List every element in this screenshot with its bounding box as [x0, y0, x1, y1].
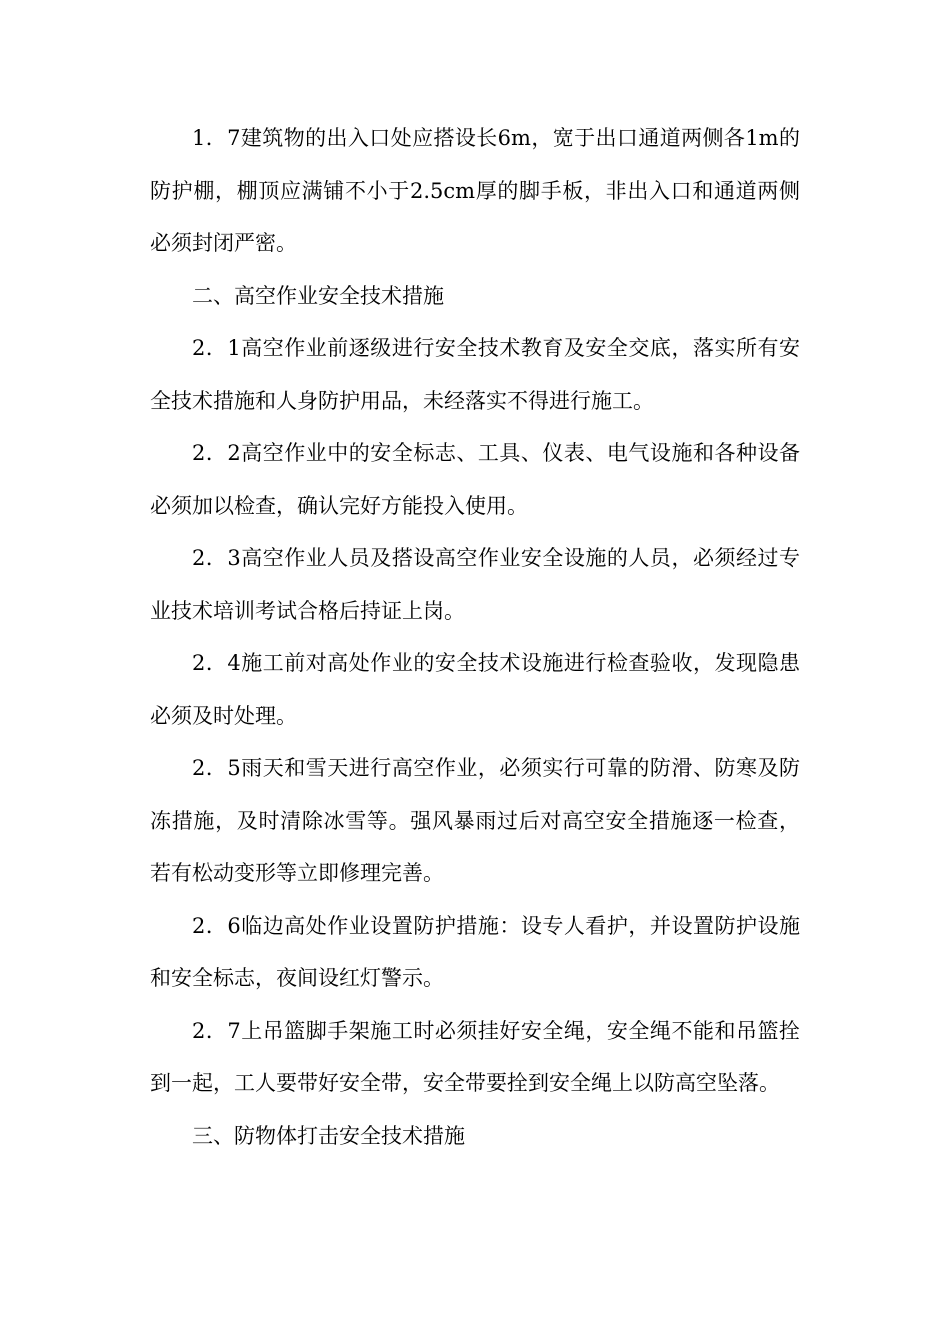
paragraph-2-3-certified-personnel: 2．3高空作业人员及搭设高空作业安全设施的人员，必须经过专业技术培训考试合格后持证上岗。	[150, 546, 800, 623]
paragraph-2-5-weather-measures: 2．5雨天和雪天进行高空作业，必须实行可靠的防滑、防寒及防冻措施，及时清除冰雪等。强风暴雨过后对高空安全措施逐一检查，若有松动变形等立即修理完善。	[150, 756, 800, 885]
paragraph-2-7-gondola-safety-rope: 2．7上吊篮脚手架施工时必须挂好安全绳，安全绳不能和吊篮拴到一起，工人要带好安全带，安全带要拴到安全绳上以防高空坠落。	[150, 1018, 800, 1095]
paragraph-2-6-edge-protection: 2．6临边高处作业设置防护措施：设专人看护，并设置防护设施和安全标志，夜间设红灯警示。	[150, 913, 800, 990]
document-page	[150, 112, 800, 1162]
section-heading-object-strike-prevention: 三、防物体打击安全技术措施	[192, 1123, 465, 1148]
paragraph-2-2-equipment-inspection: 2．2高空作业中的安全标志、工具、仪表、电气设施和各种设备必须加以检查，确认完好方能投入使用。	[150, 441, 800, 518]
paragraph-2-1-safety-education: 2．1高空作业前逐级进行安全技术教育及安全交底，落实所有安全技术措施和人身防护用品，未经落实不得进行施工。	[150, 336, 800, 413]
section-heading-high-altitude-work: 二、高空作业安全技术措施	[192, 283, 444, 308]
paragraph-2-4-pre-construction-check: 2．4施工前对高处作业的安全技术设施进行检查验收，发现隐患必须及时处理。	[150, 651, 800, 728]
paragraph-1-7-entrance-canopy: 1．7建筑物的出入口处应搭设长6m，宽于出口通道两侧各1m的防护棚，棚顶应满铺不小于2.5cm厚的脚手板，非出入口和通道两侧必须封闭严密。	[150, 126, 800, 255]
